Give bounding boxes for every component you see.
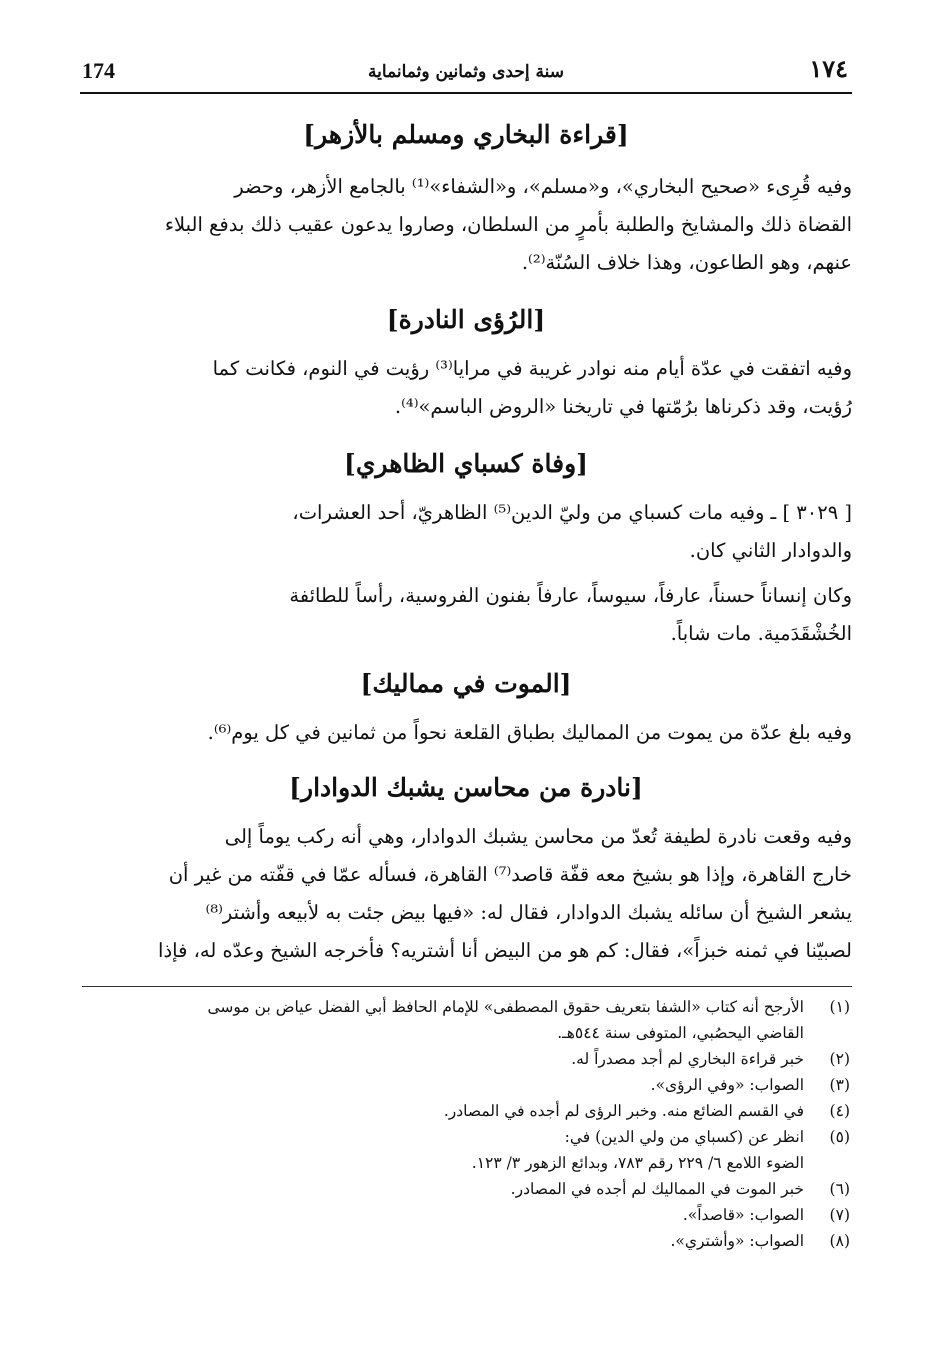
footnote-number: (٨) — [829, 1232, 850, 1250]
page-number-arabic: ١٧٤ — [809, 54, 848, 83]
footnote-7 — [80, 1202, 850, 1228]
footnote-text: خبر الموت في المماليك لم أجده في المصادر. — [510, 1180, 804, 1198]
text-line: الخُشْقَدَمية. مات شاباً. — [670, 622, 852, 645]
footnote-number: (٢) — [829, 1050, 850, 1068]
text-line: وكان إنساناً حسناً، عارفاً، سيوساً، عارفاً بفنون الفروسية، رأساً للطائفة — [289, 584, 852, 607]
footnote-2 — [80, 1046, 850, 1072]
footnote-number: (٦) — [829, 1180, 850, 1198]
paragraph-yashbak-anecdote — [80, 818, 852, 970]
section-heading-bukhari-reading: [قراءة البخاري ومسلم بالأزهر] — [303, 120, 629, 149]
text-line: وفيه وقعت نادرة لطيفة تُعدّ من محاسن يشبك الدوادار، وهي أنه ركب يوماً إلى — [224, 825, 852, 848]
footnote-number: (٣) — [829, 1076, 850, 1094]
footnote-text: الصواب: «وأشتري». — [670, 1232, 804, 1250]
text-line: وفيه قُرِىء «صحيح البخاري»، و«مسلم»، و«الشفاء»⁽¹⁾ بالجامع الأزهر، وحضر — [234, 175, 852, 198]
footnote-8 — [80, 1228, 850, 1254]
paragraph-rare-visions — [80, 350, 852, 426]
footnote-text: في القسم الضائع منه. وخبر الرؤى لم أجده في المصادر. — [443, 1102, 804, 1120]
text-line: عنهم، وهو الطاعون، وهذا خلاف السُنّة⁽²⁾. — [521, 251, 852, 274]
text-line: وفيه اتفقت في عدّة أيام منه نوادر غريبة في مرايا⁽³⁾ رؤيت في النوم، فكانت كما — [212, 357, 852, 380]
text-line: لصبيّنا في ثمنه خبزاً»، فقال: كم هو من البيض أنا أشتريه؟ فأخرجه الشيخ وعدّه له، فإذا — [158, 939, 852, 962]
footnote-text: انظر عن (كسباي من ولي الدين) في: — [564, 1128, 804, 1146]
text-line: [ ٣٠٢٩ ] ـ وفيه مات كسباي من وليّ الدين⁽⁵⁾ الظاهريّ، أحد العشرات، — [292, 501, 852, 524]
running-header — [80, 52, 852, 94]
footnote-text: الضوء اللامع ٦/ ٢٢٩ رقم ٧٨٣، وبدائع الزهور ٣/ ١٢٣. — [471, 1154, 804, 1172]
text-line: القضاة ذلك والمشايخ والطلبة بأمرٍ من السلطان، وصاروا يدعون عقيب ذلك بدفع البلاء — [164, 213, 852, 236]
footnote-text: الأرجح أنه كتاب «الشفا بتعريف حقوق المصطفى» للإمام الحافظ أبي الفضل عياض بن موسى — [207, 998, 804, 1016]
footnote-3 — [80, 1072, 850, 1098]
paragraph-kasbay-description — [80, 577, 852, 653]
footnotes — [80, 994, 850, 1254]
running-title: سنة إحدى وثمانين وثمانماية — [368, 62, 564, 82]
footnote-6 — [80, 1176, 850, 1202]
footnote-number: (١) — [829, 998, 850, 1016]
section-heading-rare-visions: [الرُؤى النادرة] — [386, 305, 546, 334]
text-line: رُؤيت، وقد ذكرناها برُمّتها في تاريخنا «الروض الباسم»⁽⁴⁾. — [394, 395, 852, 418]
paragraph-mamluk-deaths — [80, 714, 852, 752]
text-line: والدوادار الثاني كان. — [689, 539, 852, 562]
footnote-text: الصواب: «قاصداً». — [682, 1206, 804, 1224]
page-number-latin: 174 — [82, 58, 115, 83]
text-line: خارج القاهرة، وإذا هو بشيخ معه قفّة قاصد⁽⁷⁾ القاهرة، فسأله عمّا في قفّته من غير أن — [168, 863, 852, 886]
footnote-separator — [82, 986, 852, 987]
paragraph-bukhari-reading — [80, 168, 852, 282]
footnote-5 — [80, 1124, 850, 1176]
footnote-text: خبر قراءة البخاري لم أجد مصدراً له. — [571, 1050, 804, 1068]
footnote-1 — [80, 994, 850, 1046]
footnote-number: (٧) — [829, 1206, 850, 1224]
footnote-text: الصواب: «وفي الرؤى». — [650, 1076, 804, 1094]
paragraph-kasbay-death — [80, 494, 852, 570]
footnote-text: القاضي اليحصُبي، المتوفى سنة ٥٤٤هـ. — [557, 1024, 804, 1042]
footnote-4 — [80, 1098, 850, 1124]
footnote-number: (٤) — [829, 1102, 850, 1120]
text-line: وفيه بلغ عدّة من يموت من المماليك بطباق القلعة نحواً من ثمانين في كل يوم⁽⁶⁾. — [207, 721, 852, 744]
text-line: يشعر الشيخ أن سائله يشبك الدوادار، فقال له: «فيها بيض جئت به لأبيعه وأشتر⁽⁸⁾ — [205, 901, 852, 924]
section-heading-mamluk-deaths: [الموت في مماليك] — [360, 669, 572, 698]
section-heading-yashbak-anecdote: [نادرة من محاسن يشبك الدوادار] — [289, 773, 643, 802]
footnote-number: (٥) — [829, 1128, 850, 1146]
section-heading-kasbay-death: [وفاة كسباي الظاهري] — [344, 449, 588, 478]
